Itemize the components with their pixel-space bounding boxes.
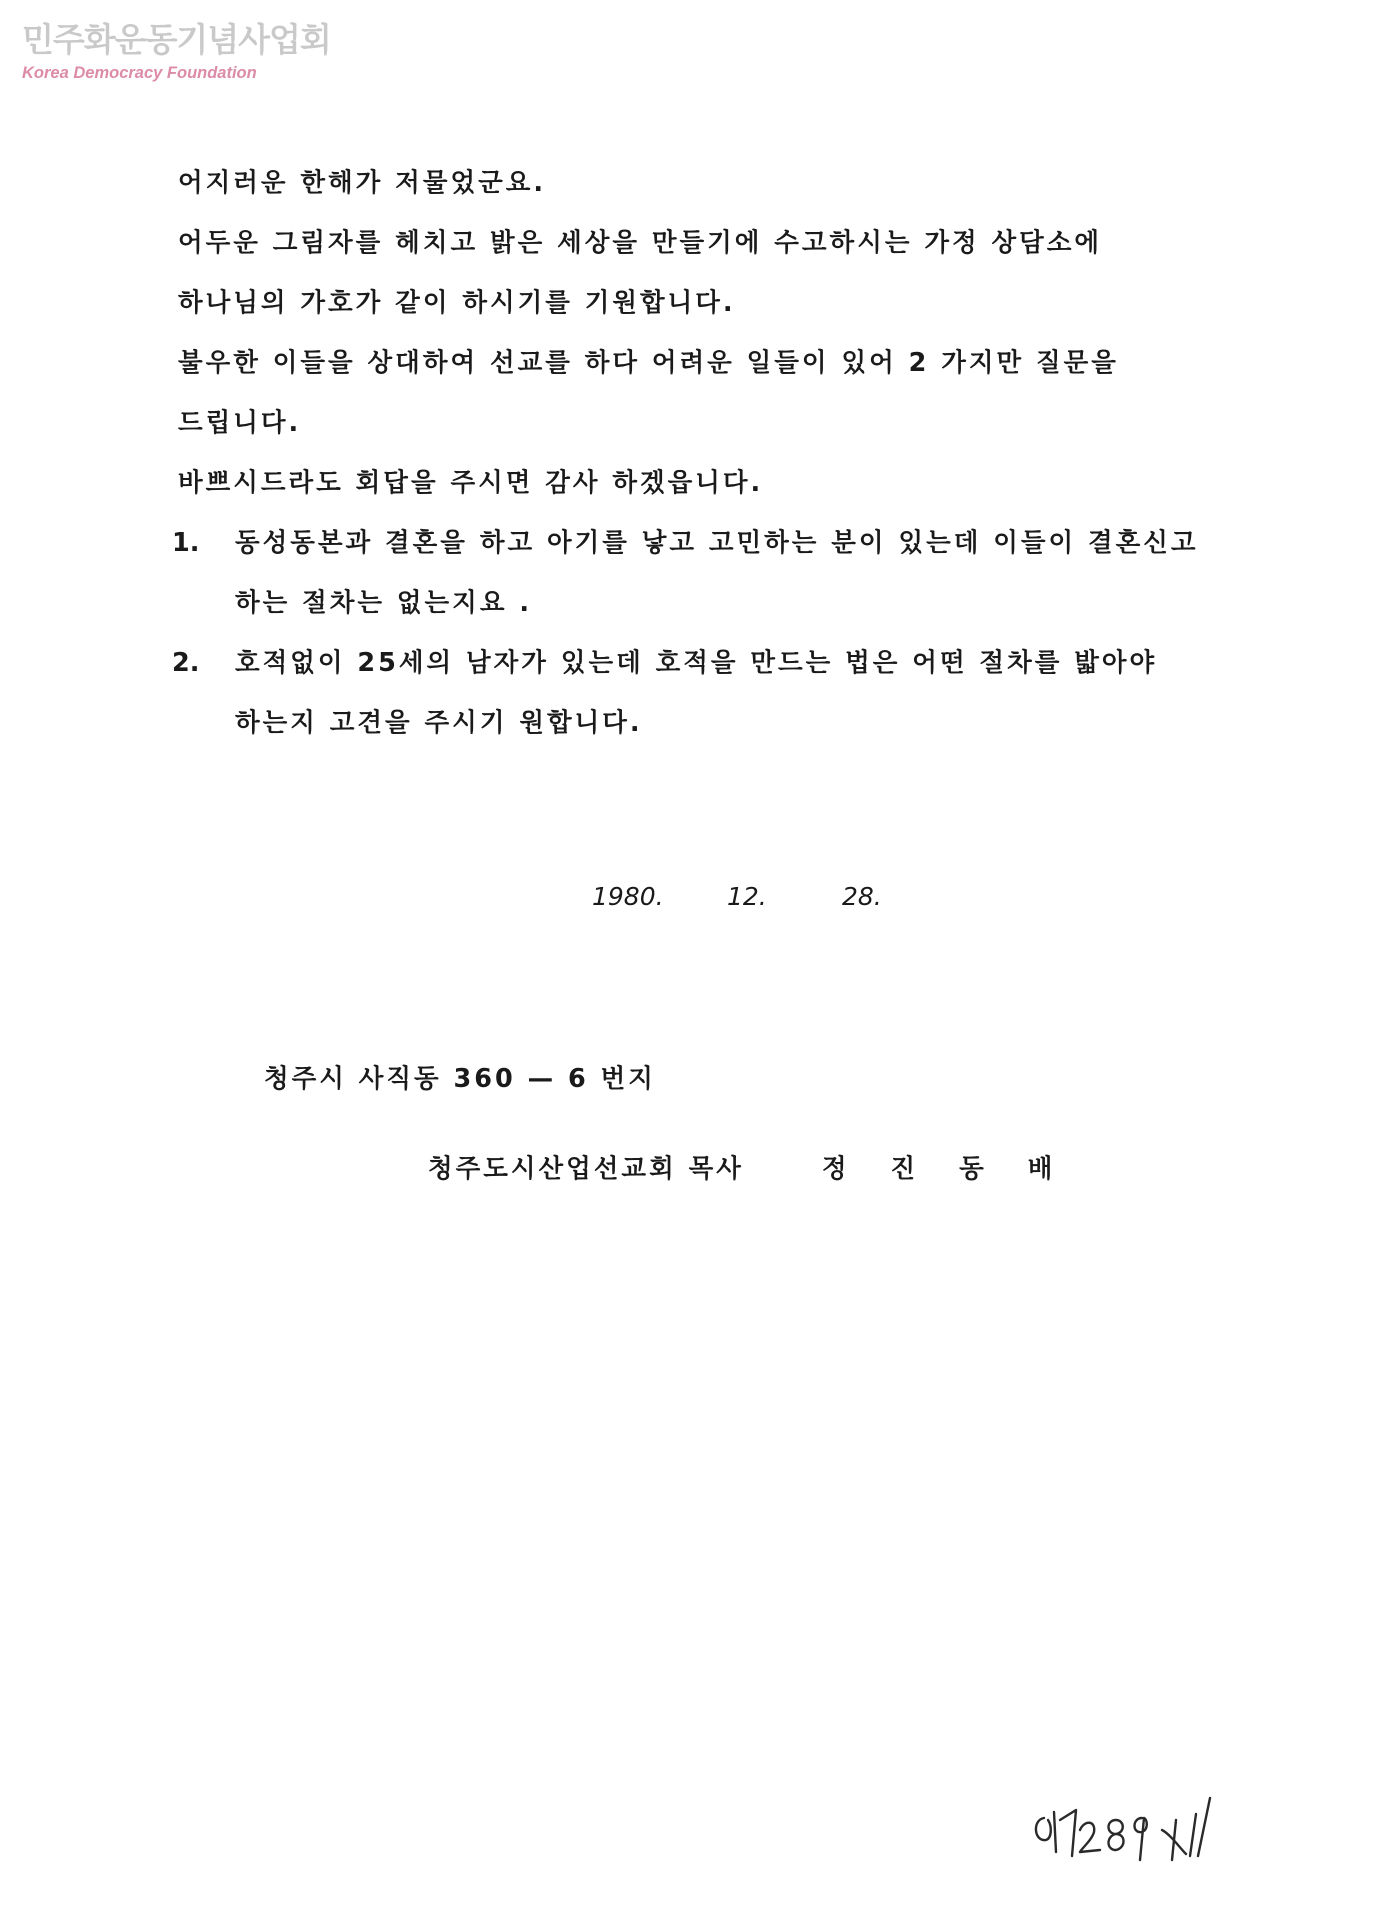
date-day: 28. xyxy=(842,882,882,911)
letter-line-1: 어지러운 한해가 저물었군요. xyxy=(178,168,547,198)
sender-address: 청주시 사직동 360 — 6 번지 xyxy=(264,1064,656,1094)
foundation-watermark xyxy=(22,20,331,83)
question-1-number: 1. xyxy=(172,528,200,558)
watermark-korean-name: 민주화운동기념사업회 xyxy=(22,20,331,59)
question-1-line-1: 동성동본과 결혼을 하고 아기를 낳고 고민하는 분이 있는데 이들이 결혼신고 xyxy=(235,528,1199,558)
watermark-english-name: Korea Democracy Foundation xyxy=(22,64,257,82)
letter-line-6: 바쁘시드라도 회답을 주시면 감사 하겠읍니다. xyxy=(178,468,764,498)
sender-organization: 청주도시산업선교회 목사 xyxy=(428,1154,744,1184)
letter-line-3: 하나님의 가호가 같이 하시기를 기원합니다. xyxy=(178,288,736,318)
question-2-number: 2. xyxy=(172,648,200,678)
date-year: 1980. xyxy=(592,882,664,911)
letter-line-5: 드립니다. xyxy=(178,408,302,438)
sender-signature-line xyxy=(428,1152,1096,1186)
question-1-line-2: 하는 절차는 없는지요 . xyxy=(235,588,533,618)
letter-line-2: 어두운 그림자를 헤치고 밝은 세상을 만들기에 수고하시는 가정 상담소에 xyxy=(178,228,1103,258)
question-2-line-2: 하는지 고견을 주시기 원합니다. xyxy=(235,708,643,738)
letter-date xyxy=(592,880,882,914)
archive-number-mark xyxy=(1030,1790,1260,1870)
sender-name: 정진동배 xyxy=(821,1154,1097,1184)
letter-line-4: 불우한 이들을 상대하여 선교를 하다 어려운 일들이 있어 2 가지만 질문을 xyxy=(178,348,1119,378)
date-month: 12. xyxy=(727,882,767,911)
question-2-line-1: 호적없이 25세의 남자가 있는데 호적을 만드는 법은 어떤 절차를 밟아야 xyxy=(235,648,1158,678)
